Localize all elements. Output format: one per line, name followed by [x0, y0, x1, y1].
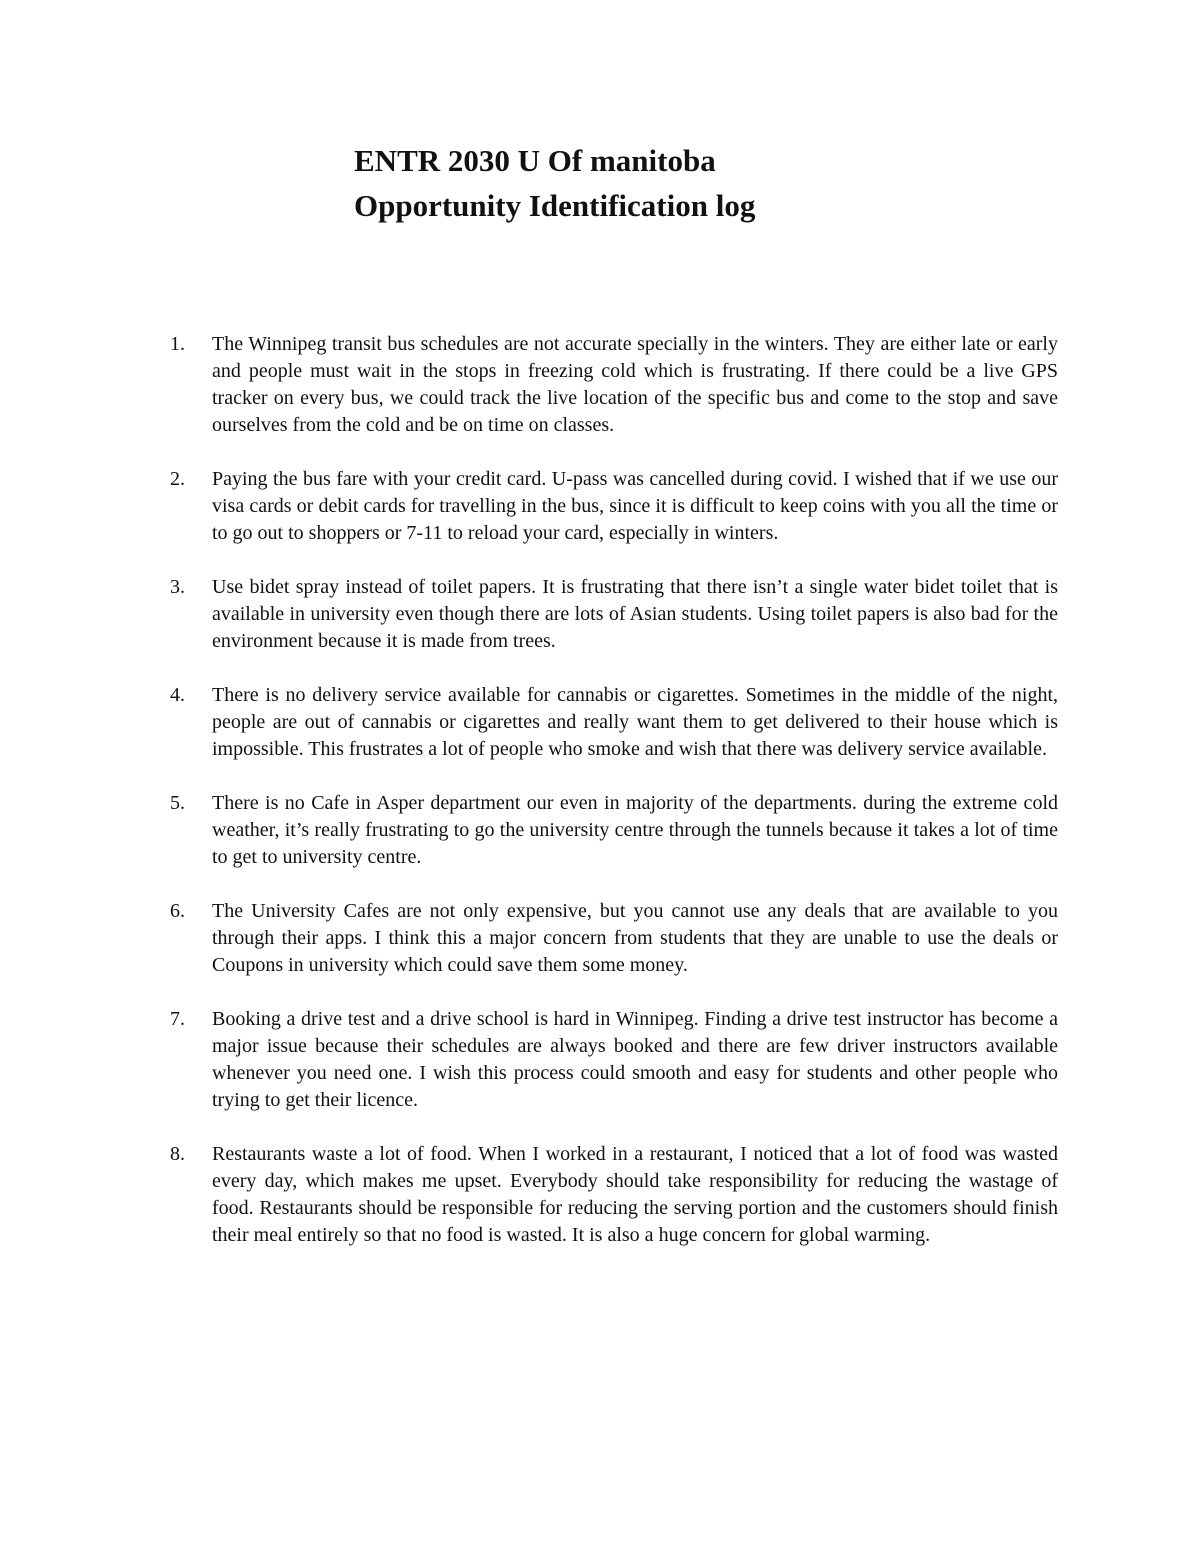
list-item	[170, 466, 1058, 547]
list-item-text: Restaurants waste a lot of food. When I worked in a restaurant, I noticed that a lot of food was wasted every day, which makes me upset. Everybody should take responsibility for reducing the wastage of food. Restaurants should be responsible for reducing the serving portion and the customers should finish their meal entirely so that no food is wasted. It is also a huge concern for global warming.	[212, 1143, 1058, 1246]
title-line-course: ENTR 2030 U Of manitoba	[354, 143, 716, 178]
list-item	[170, 790, 1058, 871]
list-item	[170, 898, 1058, 979]
title-line-log: Opportunity Identification log	[354, 188, 756, 223]
list-item	[170, 1141, 1058, 1249]
list-item	[170, 331, 1058, 439]
list-item	[170, 1006, 1058, 1114]
list-item-number: 7.	[170, 1008, 185, 1030]
list-item-text: Paying the bus fare with your credit card. U-pass was cancelled during covid. I wished that if we use our visa cards or debit cards for travelling in the bus, since it is difficult to keep coins with you all the time or to go out to shoppers or 7-11 to reload your card, especially in winters.	[212, 468, 1058, 544]
opportunity-list	[170, 331, 1058, 1276]
document-title	[354, 138, 1054, 228]
list-item-text: There is no Cafe in Asper department our even in majority of the departments. during the extreme cold weather, it’s really frustrating to go the university centre through the tunnels because it takes a lot of time to get to university centre.	[212, 792, 1058, 868]
list-item	[170, 682, 1058, 763]
list-item-number: 3.	[170, 576, 185, 598]
list-item-number: 2.	[170, 468, 185, 490]
list-item-number: 5.	[170, 792, 185, 814]
list-item-number: 4.	[170, 684, 185, 706]
list-item-number: 1.	[170, 333, 185, 355]
list-item-text: The Winnipeg transit bus schedules are not accurate specially in the winters. They are either late or early and people must wait in the stops in freezing cold which is frustrating. If there could be a live GPS tracker on every bus, we could track the live location of the specific bus and come to the stop and save ourselves from the cold and be on time on classes.	[212, 333, 1058, 436]
list-item-number: 8.	[170, 1143, 185, 1165]
list-item-text: Booking a drive test and a drive school is hard in Winnipeg. Finding a drive test instructor has become a major issue because their schedules are always booked and there are few driver instructors available whenever you need one. I wish this process could smooth and easy for students and other people who trying to get their licence.	[212, 1008, 1058, 1111]
list-item-text: There is no delivery service available for cannabis or cigarettes. Sometimes in the middle of the night, people are out of cannabis or cigarettes and really want them to get delivered to their house which is impossible. This frustrates a lot of people who smoke and wish that there was delivery service available.	[212, 684, 1058, 760]
list-item-number: 6.	[170, 900, 185, 922]
list-item	[170, 574, 1058, 655]
list-item-text: The University Cafes are not only expensive, but you cannot use any deals that are available to you through their apps. I think this a major concern from students that they are unable to use the deals or Coupons in university which could save them some money.	[212, 900, 1058, 976]
list-item-text: Use bidet spray instead of toilet papers. It is frustrating that there isn’t a single water bidet toilet that is available in university even though there are lots of Asian students. Using toilet papers is also bad for the environment because it is made from trees.	[212, 576, 1058, 652]
